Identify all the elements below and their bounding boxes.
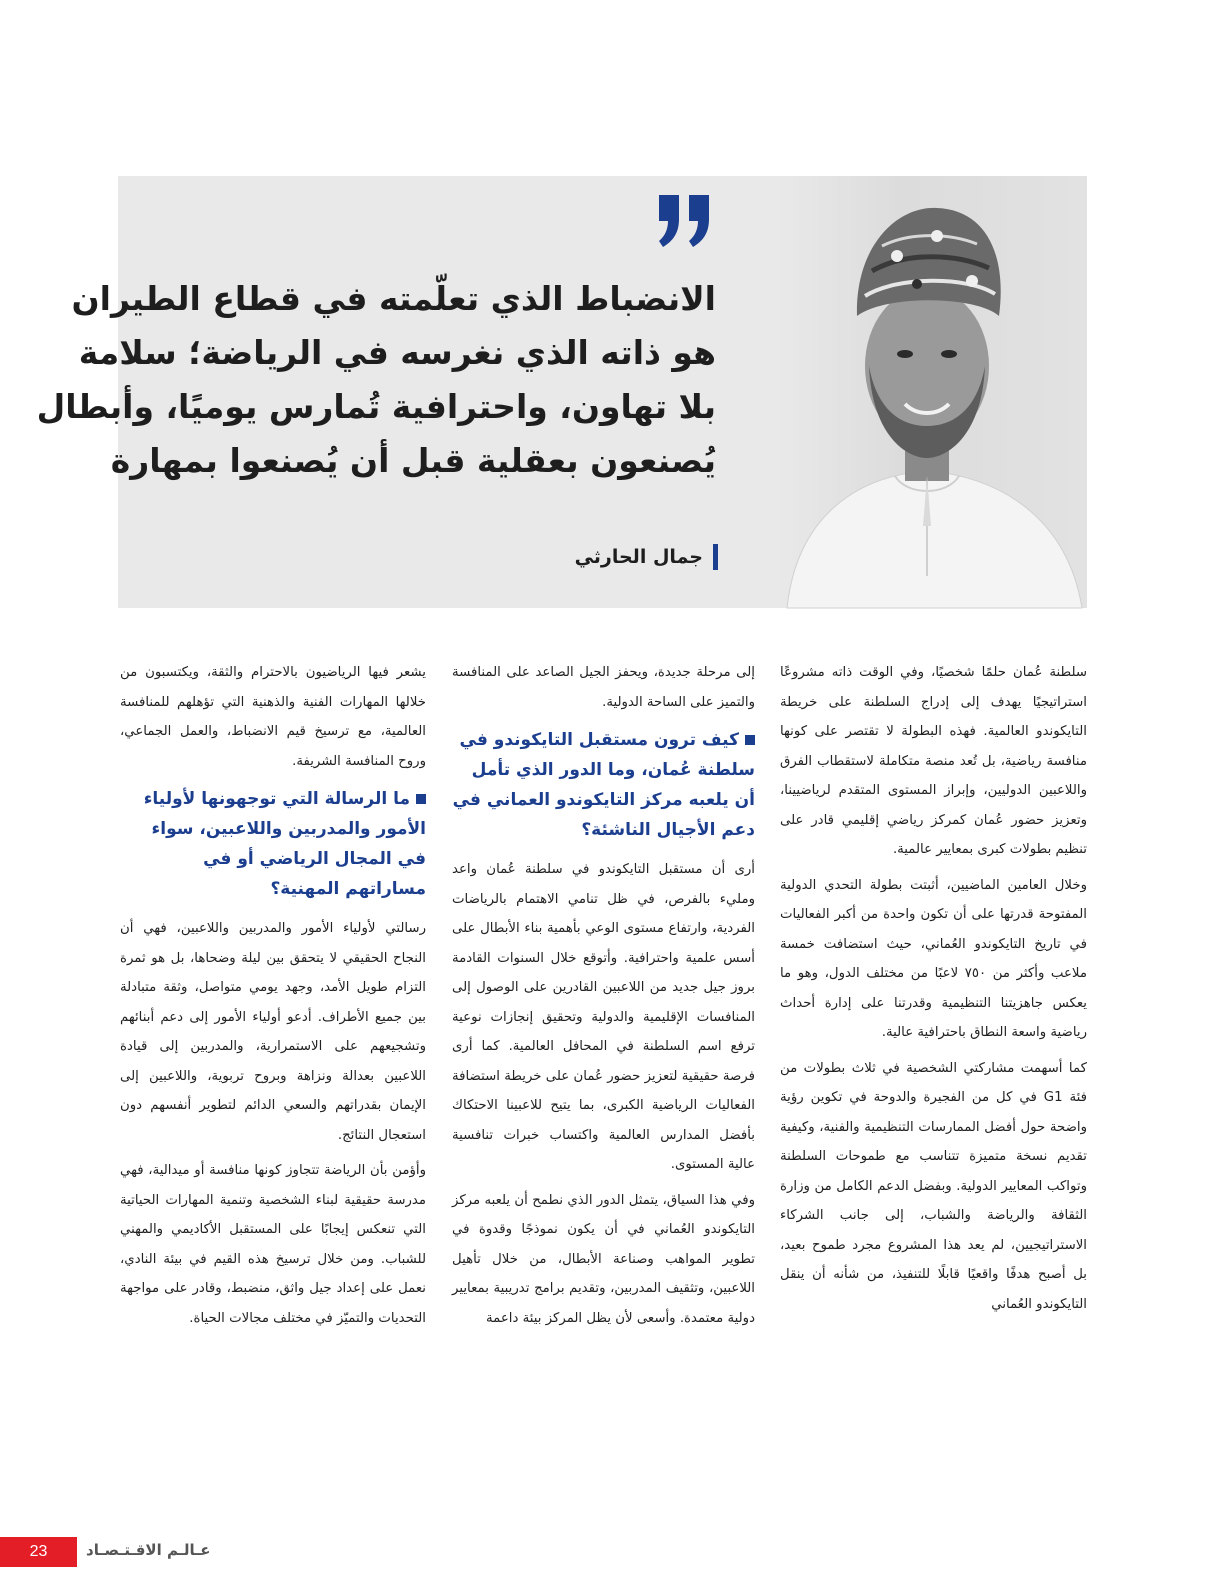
quote-line: بلا تهاون، واحترافية تُمارس يوميًا، وأبطال [36, 387, 716, 426]
question-bullet-icon [416, 794, 426, 804]
author-accent-bar [713, 544, 718, 570]
interview-question [120, 784, 426, 904]
paragraph: كما أسهمت مشاركتي الشخصية في ثلاث بطولات من فئة G1 في كل من الفجيرة والدوحة في تكوين رؤية واضحة حول أفضل الممارسات التنظيمية والفنية، وكيفية تقديم نسخة متميزة تتناسب مع طموحات السلطنة وتواكب المعايير الدولية. وبفضل الدعم الكامل من وزارة الثقافة والرياضة والشباب، إلى جانب الشركاء الاستراتيجيين، لم يعد هذا المشروع مجرد طموح بعيد، بل أصبح هدفًا واقعيًا قابلًا للتنفيذ، من شأنه أن ينقل التايكوندو العُماني [780, 1060, 1087, 1312]
author-name: جمال الحارثي [574, 546, 703, 568]
page-number: 23 [0, 1537, 77, 1567]
magazine-name: عـالـم الاقـتـصـاد [86, 1541, 211, 1559]
portrait-illustration [777, 176, 1087, 608]
quote-line: الانضباط الذي تعلّمته في قطاع الطيران [71, 279, 716, 318]
question-text: ما الرسالة التي توجهونها لأولياء الأمور والمدربين واللاعبين، سواء في المجال الرياضي أو في مساراتهم المهنية؟ [143, 789, 426, 899]
paragraph: يشعر فيها الرياضيون بالاحترام والثقة، ويكتسبون من خلالها المهارات الفنية والذهنية التي تؤهلهم للمنافسة العالمية، مع ترسيخ قيم الانضباط، والعمل الجماعي، وروح المنافسة الشريفة. [120, 665, 426, 769]
paragraph: أرى أن مستقبل التايكوندو في سلطنة عُمان واعد ومليء بالفرص، في ظل تنامي الاهتمام بالرياضات الفردية، وارتفاع مستوى الوعي بأهمية بناء الأبطال على أسس علمية واحترافية. وأتوقع خلال السنوات القادمة بروز جيل جديد من اللاعبين القادرين على الوصول إلى المنافسات الإقليمية والدولية وتحقيق إنجازات نوعية ترفع اسم السلطنة في المحافل العالمية. كما أرى فرصة حقيقية لتعزيز حضور عُمان على خريطة استضافة الفعاليات الرياضية الكبرى، بما يتيح للاعبينا الاحتكاك بأفضل المدارس العالمية واكتساب خبرات تنافسية عالية المستوى. [452, 862, 755, 1172]
interview-question [452, 725, 755, 845]
paragraph: وفي هذا السياق، يتمثل الدور الذي نطمح أن يلعبه مركز التايكوندو العُماني في أن يكون نموذجًا وقدوة في تطوير المواهب وصناعة الأبطال، من خلال تأهيل اللاعبين، وتثقيف المدربين، وتقديم برامج تدريبية بمعايير دولية معتمدة. وأسعى لأن يظل المركز بيئة داعمة [452, 1192, 755, 1326]
paragraph: رسالتي لأولياء الأمور والمدربين واللاعبين، فهي أن النجاح الحقيقي لا يتحقق بين ليلة وضحاها، بل هو ثمرة التزام طويل الأمد، وجهد يومي متواصل، وثقة متبادلة بين جميع الأطراف. أدعو أولياء الأمور إلى دعم أبنائهم وتشجيعهم على الاستمرارية، والمدربين إلى قيادة اللاعبين بعدالة ونزاهة وبروح تربوية، واللاعبين إلى الإيمان بقدراتهم والسعي الدائم لتطوير أنفسهم دون استعجال النتائج. [120, 921, 426, 1143]
question-bullet-icon [745, 735, 755, 745]
portrait-photo [777, 176, 1087, 608]
paragraph: وأؤمن بأن الرياضة تتجاوز كونها منافسة أو ميدالية، فهي مدرسة حقيقية لبناء الشخصية وتنمية المهارات الحياتية التي تنعكس إيجابًا على المستقبل الأكاديمي والمهني للشباب. ومن خلال ترسيخ هذه القيم في بيئة النادي، نعمل على إعداد جيل واثق، منضبط، وقادر على مواجهة التحديات والتميّز في مختلف مجالات الحياة. [120, 1163, 426, 1326]
paragraph: سلطنة عُمان حلمًا شخصيًا، وفي الوقت ذاته مشروعًا استراتيجيًا يهدف إلى إدراج السلطنة على خريطة التايكوندو العالمية. فهذه البطولة لا تقتصر على كونها منافسة رياضية، بل تُعد منصة متكاملة لاستقطاب الفرق واللاعبين الدوليين، وإبراز المستوى المتقدم لرياضيينا، وتعزيز حضور عُمان كمركز رياضي إقليمي قادر على تنظيم بطولات كبرى بمعايير عالمية. [780, 665, 1087, 857]
quote-author [478, 544, 718, 576]
quote-line: هو ذاته الذي نغرسه في الرياضة؛ سلامة [78, 333, 716, 372]
pull-quote-box [36, 176, 1087, 608]
article-column-middle [452, 658, 755, 1333]
article-column-right [780, 658, 1087, 1319]
article-column-left [120, 658, 426, 1333]
page-footer [0, 1537, 1211, 1567]
closing-quote-icon [655, 191, 715, 251]
question-text: كيف ترون مستقبل التايكوندو في سلطنة عُمان، وما الدور الذي تأمل أن يلعبه مركز التايكوندو العماني في دعم الأجيال الناشئة؟ [452, 730, 755, 840]
paragraph: وخلال العامين الماضيين، أثبتت بطولة التحدي الدولية المفتوحة قدرتها على أن تكون واحدة من أكبر الفعاليات في تاريخ التايكوندو العُماني، حيث استضافت خمسة ملاعب وأكثر من ٧٥٠ لاعبًا من مختلف الدول، وهو ما يعكس جاهزيتنا التنظيمية وقدرتنا على إدارة أحداث رياضية واسعة النطاق باحترافية عالية. [780, 877, 1087, 1040]
quote-line: يُصنعون بعقلية قبل أن يُصنعوا بمهارة [110, 441, 716, 480]
paragraph: إلى مرحلة جديدة، ويحفز الجيل الصاعد على المنافسة والتميز على الساحة الدولية. [452, 665, 755, 710]
pull-quote-text [36, 272, 716, 488]
